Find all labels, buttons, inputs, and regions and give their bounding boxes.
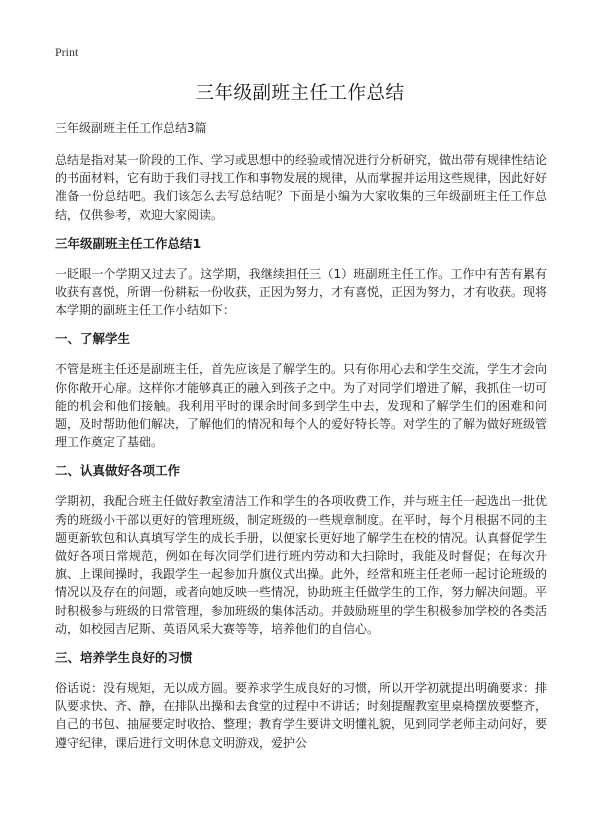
section-heading-good-habits: 三、培养学生良好的习惯: [55, 650, 193, 666]
section-body-good-habits: 俗话说：没有规矩，无以成方圆。要养求学生成良好的习惯，所以开学初就提出明确要求：排队要求快、齐、静，在排队出操和去食堂的过程中不讲话；时刻提醒教室里桌椅摆放要整齐，自己的书包、抽屉要定时收拾、整理；教育学生要讲文明懂礼貌，见到同学老师主动问好，要遵守纪律，课后进行文明休息文明游戏，爱护公: [55, 681, 548, 750]
opening-paragraph: 一眨眼一个学期又过去了。这学期，我继续担任三（1）班副班主任工作。工作中有苦有累有收获有喜悦，所谓一份耕耘一份收获，正因为努力，才有喜悦，正因为努力，才有收获。现将本学期的副班主任工作小结如下：: [55, 266, 548, 318]
section-heading-daily-work: 二、认真做好各项工作: [55, 463, 181, 479]
document-subtitle: 三年级副班主任工作总结3篇: [55, 121, 207, 135]
section-heading-understand-students: 一、了解学生: [55, 331, 131, 347]
page-title: 三年级副班主任工作总结: [195, 83, 405, 104]
document-body: [55, 119, 547, 763]
intro-paragraph: 总结是指对某一阶段的工作、学习或思想中的经验或情况进行分析研究，做出带有规律性结论的书面材料，它有助于我们寻找工作和事物发展的规律，从而掌握并运用这些规律，因此好好准备一份总结吧。我们该怎么去写总结呢？下面是小编为大家收集的三年级副班主任工作总结，仅供参考，欢迎大家阅读。: [55, 153, 548, 222]
section-body-understand-students: 不管是班主任还是副班主任，首先应该是了解学生的。只有你用心去和学生交流，学生才会向你你敞开心扉。这样你才能够真正的融入到孩子之中。为了对同学们增进了解，我抓住一切可能的机会和他们接触。我利用平时的课余时间多到学生中去，发现和了解学生们的困难和问题，及时帮助他们解决，了解他们的情况和每个人的爱好特长等。对学生的了解为做好班级管理工作奠定了基础。: [55, 362, 548, 450]
article-heading: 三年级副班主任工作总结1: [55, 235, 202, 251]
print-label[interactable]: Print: [55, 45, 79, 59]
section-body-daily-work: 学期初，我配合班主任做好教室清洁工作和学生的各项收费工作，并与班主任一起选出一批优秀的班级小干部以更好的管理班级，制定班级的一些规章制度。在平时，每个月根据不同的主题更新软包和认真填写学生的成长手册，以便家长更好地了解学生在校的情况。认真督促学生做好各项日常规范，例如在每次同学们进行班内劳动和大扫除时，我能及时督促；在每次升旗、上课间操时，我跟学生一起参加升旗仪式出操。此外，经常和班主任老师一起讨论班级的情况以及存在的问题，或者向她反映一些情况，协助班主任做学生的工作，努力解决问题。平时积极参与班级的日常管理，参加班级的集体活动。并鼓励班里的学生积极参加学校的各类活动，如校园吉尼斯、英语风采大赛等等，培养他们的自信心。: [55, 494, 548, 636]
